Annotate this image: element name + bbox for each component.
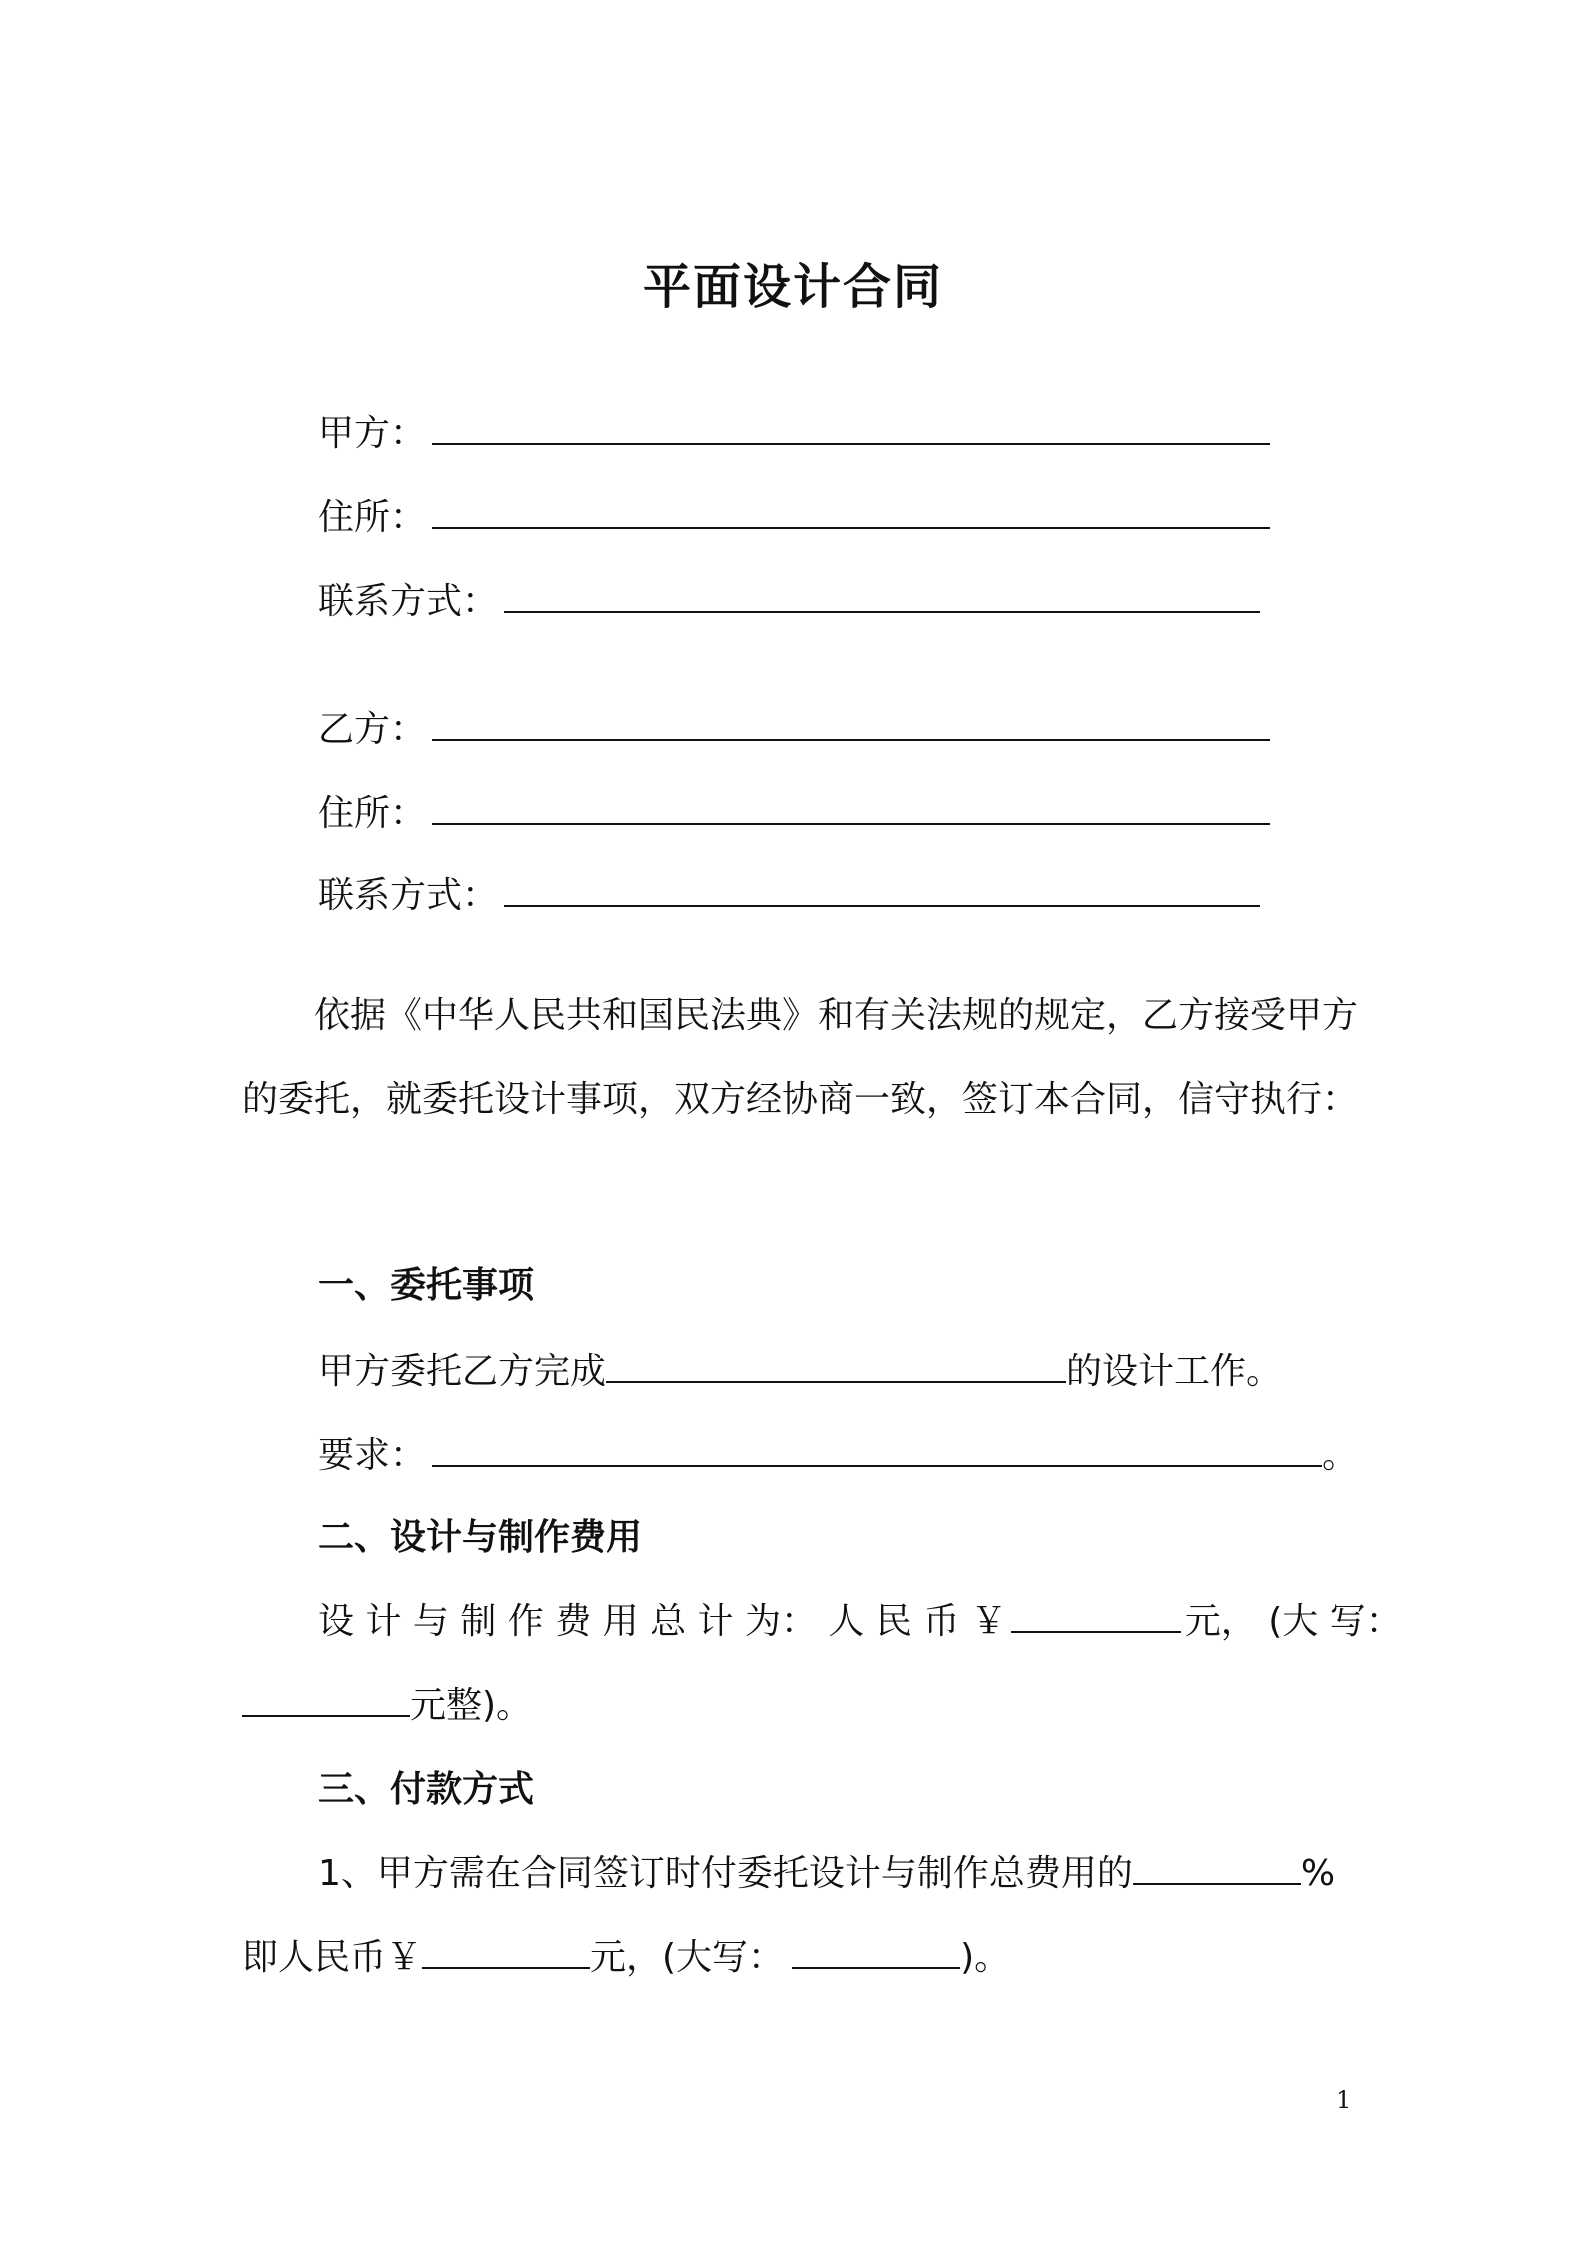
party-b-address-label: 住所： — [318, 793, 427, 834]
party-a-name-row — [318, 410, 1270, 458]
page-title: 平面设计合同 — [642, 259, 943, 315]
party-a-contact-field[interactable] — [504, 581, 1260, 613]
section-2-line-2 — [242, 1682, 532, 1730]
requirements-label: 要求： — [318, 1435, 427, 1476]
fee-label: 设 计 与 制 作 费 用 总 计 为： 人 民 币 ￥ — [318, 1601, 1007, 1642]
section-1-line-1-suffix: 的设计工作。 — [1066, 1351, 1283, 1392]
fee-amount-field[interactable] — [1011, 1601, 1181, 1633]
payment-rmb-label: 即人民币￥ — [242, 1937, 423, 1978]
fee-uppercase-field[interactable] — [242, 1685, 410, 1717]
payment-item-1-text: 1、甲方需在合同签订时付委托设计与制作总费用的 — [318, 1853, 1133, 1894]
section-3-heading: 三、付款方式 — [318, 1769, 535, 1810]
party-b-name-field[interactable] — [432, 709, 1270, 741]
section-1-heading: 一、委托事项 — [318, 1265, 535, 1306]
party-b-contact-row — [318, 872, 1260, 920]
design-item-field[interactable] — [606, 1351, 1066, 1383]
section-1-line-2 — [318, 1432, 1358, 1480]
party-b-address-field[interactable] — [432, 793, 1270, 825]
requirements-suffix: 。 — [1322, 1435, 1359, 1476]
payment-uppercase-field[interactable] — [792, 1937, 960, 1969]
requirements-field[interactable] — [432, 1435, 1322, 1467]
party-a-name-label: 甲方： — [318, 413, 427, 454]
payment-uppercase-suffix: )。 — [960, 1937, 1011, 1978]
payment-uppercase-label: 元，(大写： — [590, 1937, 785, 1978]
section-3-item-1-line-1 — [318, 1850, 1335, 1898]
intro-paragraph: 依据《中华人民共和国民法典》和有关法规的规定，乙方接受甲方的委托，就委托设计事项，双方经协商一致，签订本合同，信守执行： — [242, 995, 1359, 1120]
fee-uppercase-suffix: 元整)。 — [410, 1685, 533, 1726]
party-a-contact-row — [318, 578, 1260, 626]
party-a-name-field[interactable] — [432, 413, 1270, 445]
payment-percent-field[interactable] — [1133, 1853, 1301, 1885]
section-2-line-1 — [318, 1598, 1402, 1646]
page-number: 1 — [1336, 2086, 1352, 2114]
party-a-address-field[interactable] — [432, 497, 1270, 529]
section-2-heading: 二、设计与制作费用 — [318, 1517, 643, 1558]
party-a-address-row — [318, 494, 1270, 542]
party-b-name-row — [318, 706, 1270, 754]
party-b-name-label: 乙方： — [318, 709, 427, 750]
section-3-item-1-line-2 — [242, 1934, 1010, 1982]
party-b-address-row — [318, 790, 1270, 838]
payment-amount-field[interactable] — [422, 1937, 590, 1969]
party-a-address-label: 住所： — [318, 497, 427, 538]
section-1-line-1 — [318, 1348, 1282, 1396]
party-b-contact-label: 联系方式： — [318, 875, 499, 916]
party-b-contact-field[interactable] — [504, 875, 1260, 907]
party-a-contact-label: 联系方式： — [318, 581, 499, 622]
percent-sign: % — [1300, 1853, 1336, 1894]
section-1-line-1-prefix: 甲方委托乙方完成 — [318, 1351, 607, 1392]
fee-uppercase-label: 元， (大 写： — [1184, 1601, 1402, 1642]
